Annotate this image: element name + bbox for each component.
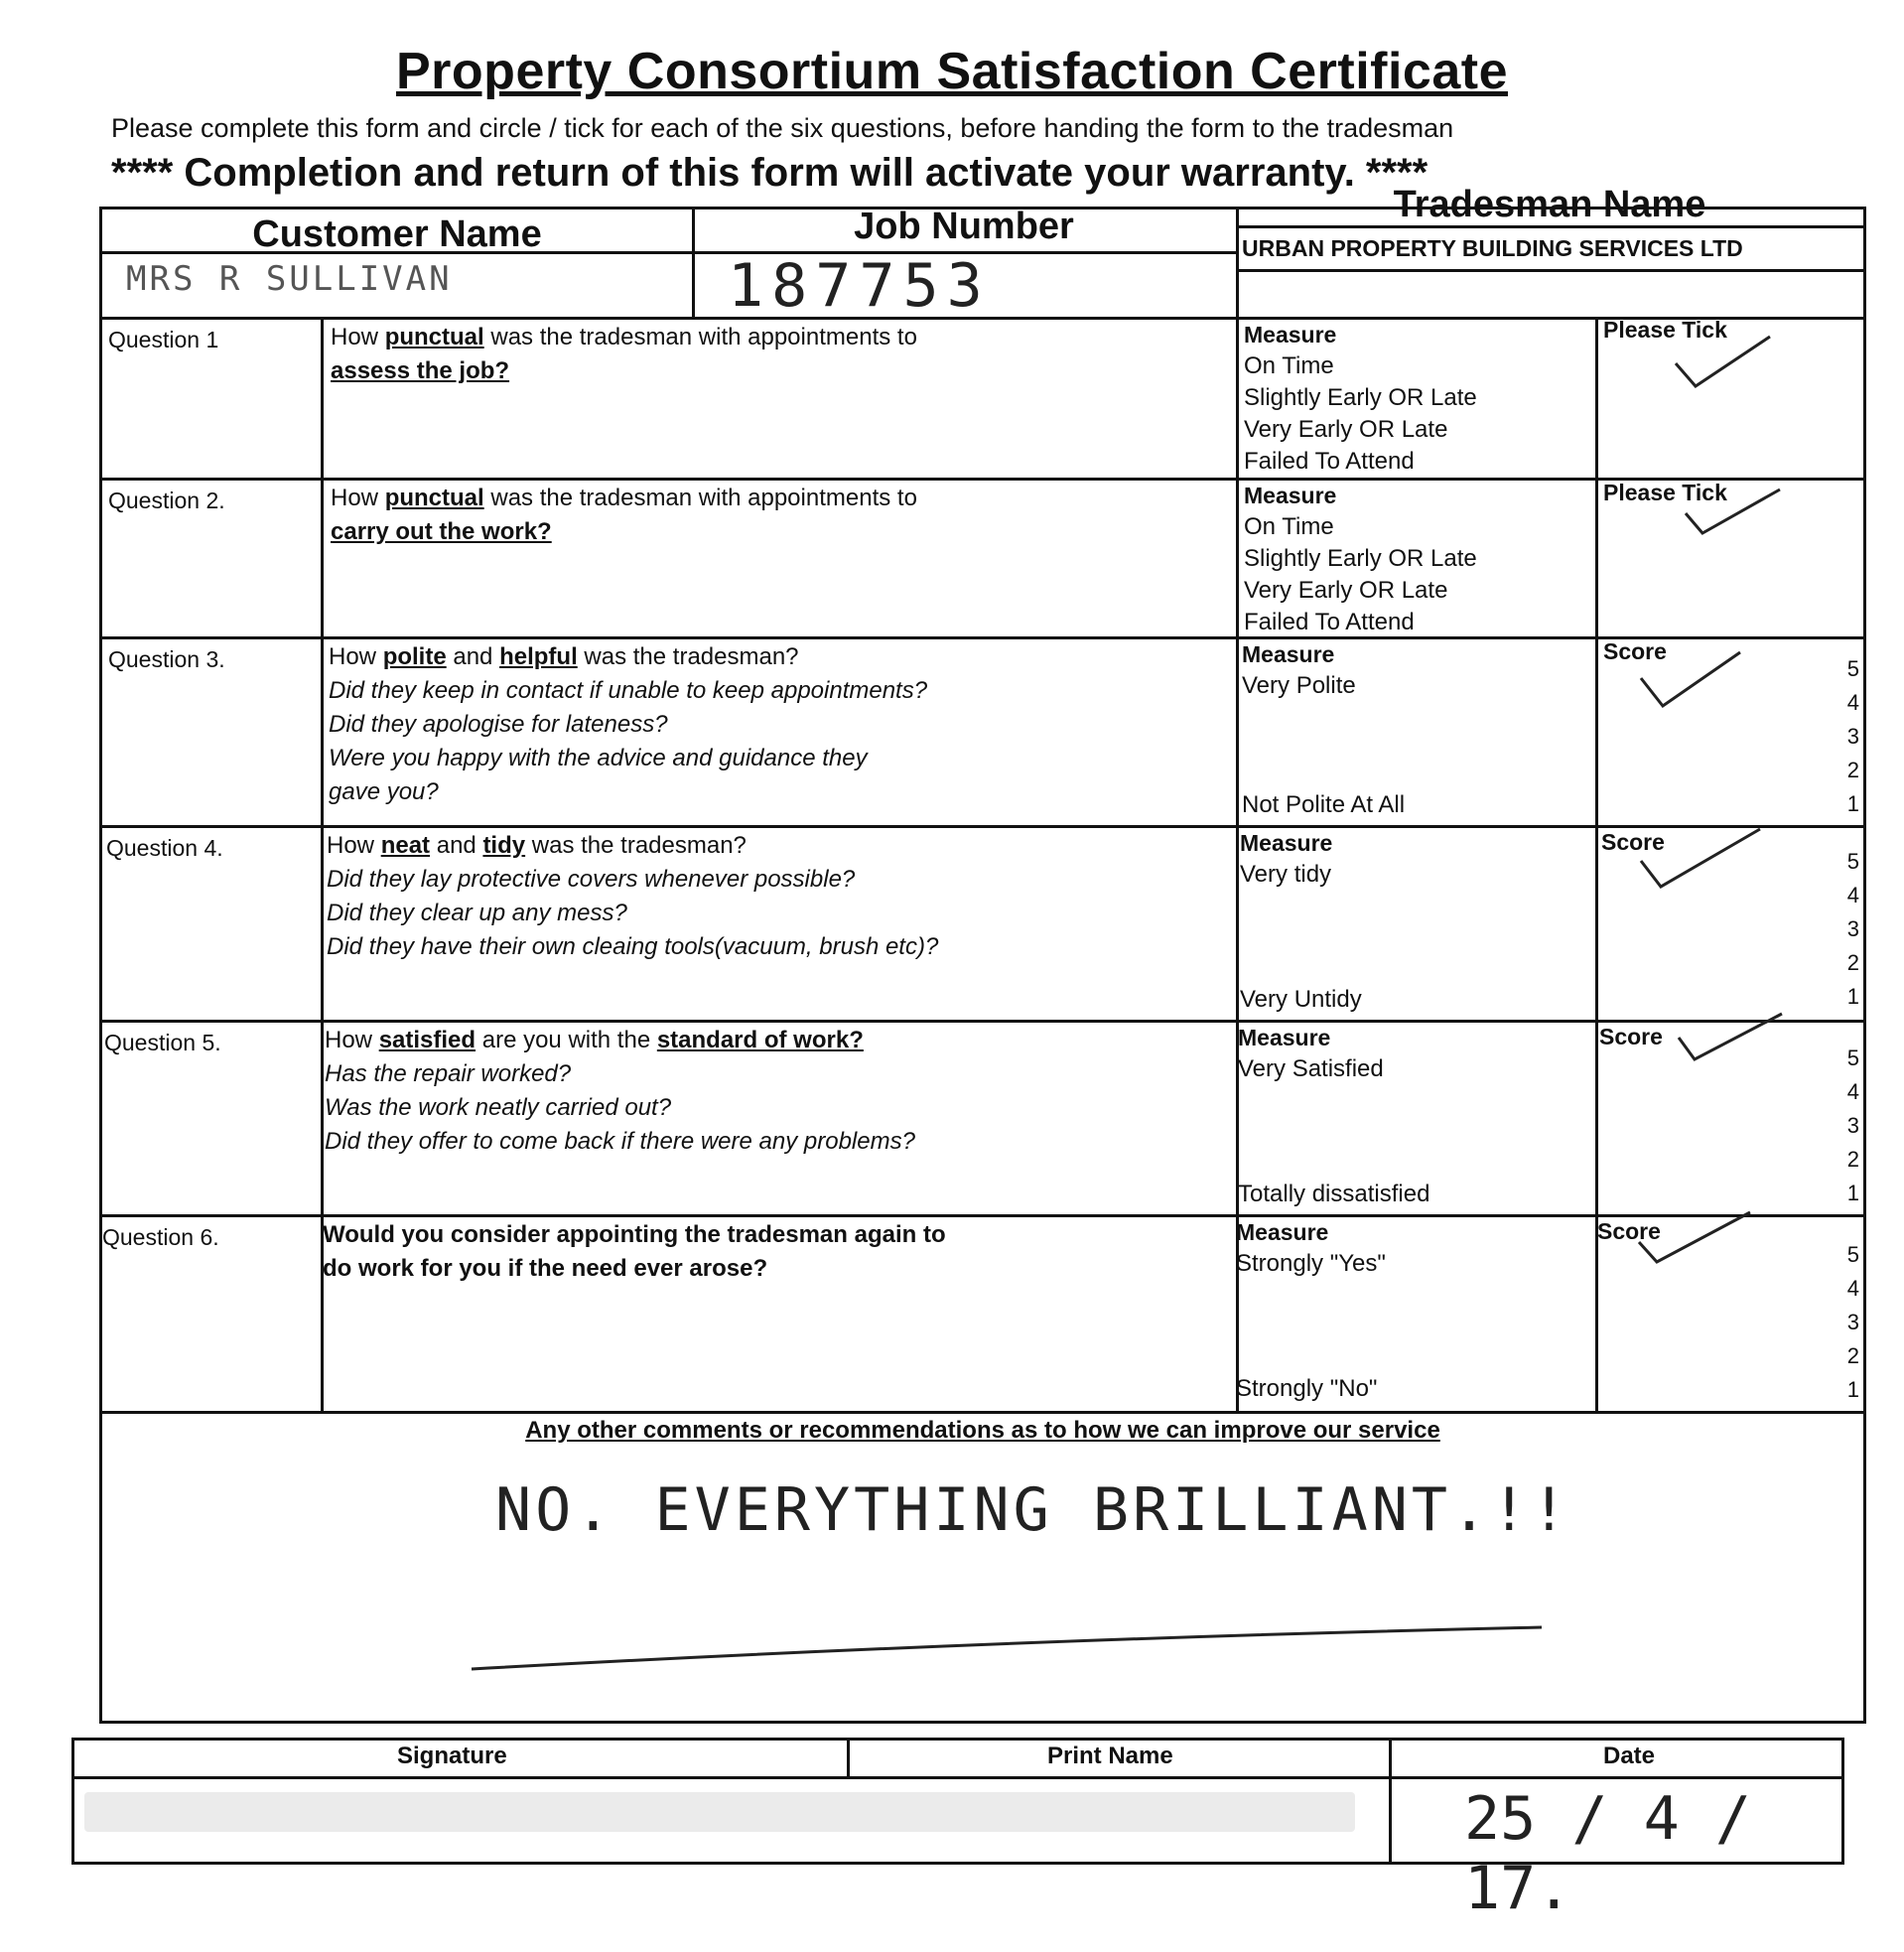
question-6-tick-mark (1631, 1206, 1760, 1276)
question-4-text: How neat and tidy was the tradesman? Did they lay protective covers whenever possible? Did they clear up any mess? Did they have their own cleaing tools(vacuum, brush etc)? (327, 832, 939, 960)
question-5-score-label: Score (1599, 1024, 1663, 1049)
satisfaction-form (99, 184, 1866, 1724)
question-1-tick-mark (1671, 329, 1780, 398)
customer-name-value: MRS R SULLIVAN (126, 259, 453, 299)
job-number-header: Job Number (854, 206, 1074, 247)
question-5-text: How satisfied are you with the standard of work? Has the repair worked? Was the work neatly carried out? Did they offer to come back if there were any problems? (325, 1027, 915, 1155)
date-label: Date (1603, 1743, 1656, 1769)
tradesman-name-header: Tradesman Name (1393, 184, 1706, 225)
question-2-tick-mark (1681, 484, 1790, 543)
print-name-label: Print Name (1047, 1743, 1173, 1769)
comment-text: NO. EVERYTHING BRILLIANT.!! (495, 1475, 1571, 1545)
question-6-measures: Measure Strongly "Yes" (1236, 1219, 1386, 1277)
question-1-please-tick: Please Tick (1603, 317, 1727, 343)
question-3-text: How polite and helpful was the tradesman? Did they keep in contact if unable to keep appointments? Did they apologise for lateness? Were you happy with the advice and guidance they gave you? (329, 643, 928, 805)
question-2-measures: Measure On Time Slightly Early OR Late Very Early OR Late Failed To Attend (1244, 483, 1477, 635)
page-title: Property Consortium Satisfaction Certificate (396, 43, 1508, 100)
date-value: 25 / 4 / 17. (1464, 1784, 1751, 1923)
question-4-label: Question 4. (106, 835, 223, 861)
question-1-measures: Measure On Time Slightly Early OR Late Very Early OR Late Failed To Attend (1244, 322, 1477, 475)
question-3-tick-mark (1631, 646, 1750, 716)
question-5-tick-mark (1673, 1010, 1792, 1069)
tradesman-name-value: URBAN PROPERTY BUILDING SERVICES LTD (1242, 235, 1743, 261)
customer-name-header: Customer Name (252, 213, 542, 255)
question-3-measures: Measure Very Polite (1242, 641, 1356, 699)
comments-section (102, 1411, 1863, 1721)
question-6-score-scale: 5 4 3 2 1 (1846, 1242, 1859, 1402)
question-6-score-label: Score (1597, 1218, 1661, 1244)
question-2-please-tick: Please Tick (1603, 480, 1727, 505)
question-4-bottom-measure: Very Untidy (1240, 986, 1362, 1013)
question-2-label: Question 2. (108, 488, 225, 513)
question-4-score-label: Score (1601, 829, 1665, 855)
comment-underline-stroke (470, 1619, 1552, 1679)
redacted-signature-and-name (84, 1792, 1355, 1832)
question-4-measures: Measure Very tidy (1240, 830, 1333, 888)
question-6-text: Would you consider appointing the tradesman again to do work for you if the need ever arose? (323, 1221, 946, 1282)
signature-label: Signature (397, 1743, 507, 1769)
question-2-text: How punctual was the tradesman with appointments to carry out the work? (331, 485, 917, 545)
question-3-bottom-measure: Not Polite At All (1242, 791, 1406, 818)
question-4-score-scale: 5 4 3 2 1 (1846, 849, 1859, 1009)
question-5-score-scale: 5 4 3 2 1 (1846, 1046, 1859, 1205)
instruction-text: Please complete this form and circle / tick for each of the six questions, before handing the form to the tradesman (111, 113, 1454, 143)
comments-label: Any other comments or recommendations as to how we can improve our service (525, 1417, 1440, 1444)
question-6-bottom-measure: Strongly "No" (1236, 1375, 1378, 1402)
warranty-notice: **** Completion and return of this form will activate your warranty. **** (111, 151, 1428, 195)
question-3-score-label: Score (1603, 638, 1667, 664)
question-1-text: How punctual was the tradesman with appointments to assess the job? (331, 324, 917, 384)
question-5-measures: Measure Very Satisfied (1238, 1025, 1384, 1082)
job-number-value: 187753 (728, 251, 991, 321)
signature-section (71, 1738, 1844, 1923)
question-3-label: Question 3. (108, 646, 225, 672)
question-1-label: Question 1 (108, 327, 219, 352)
question-4-tick-mark (1631, 821, 1770, 901)
question-6-label: Question 6. (102, 1224, 219, 1250)
question-5-label: Question 5. (104, 1030, 221, 1055)
question-5-bottom-measure: Totally dissatisfied (1238, 1181, 1430, 1207)
question-3-score-scale: 5 4 3 2 1 (1846, 656, 1859, 816)
